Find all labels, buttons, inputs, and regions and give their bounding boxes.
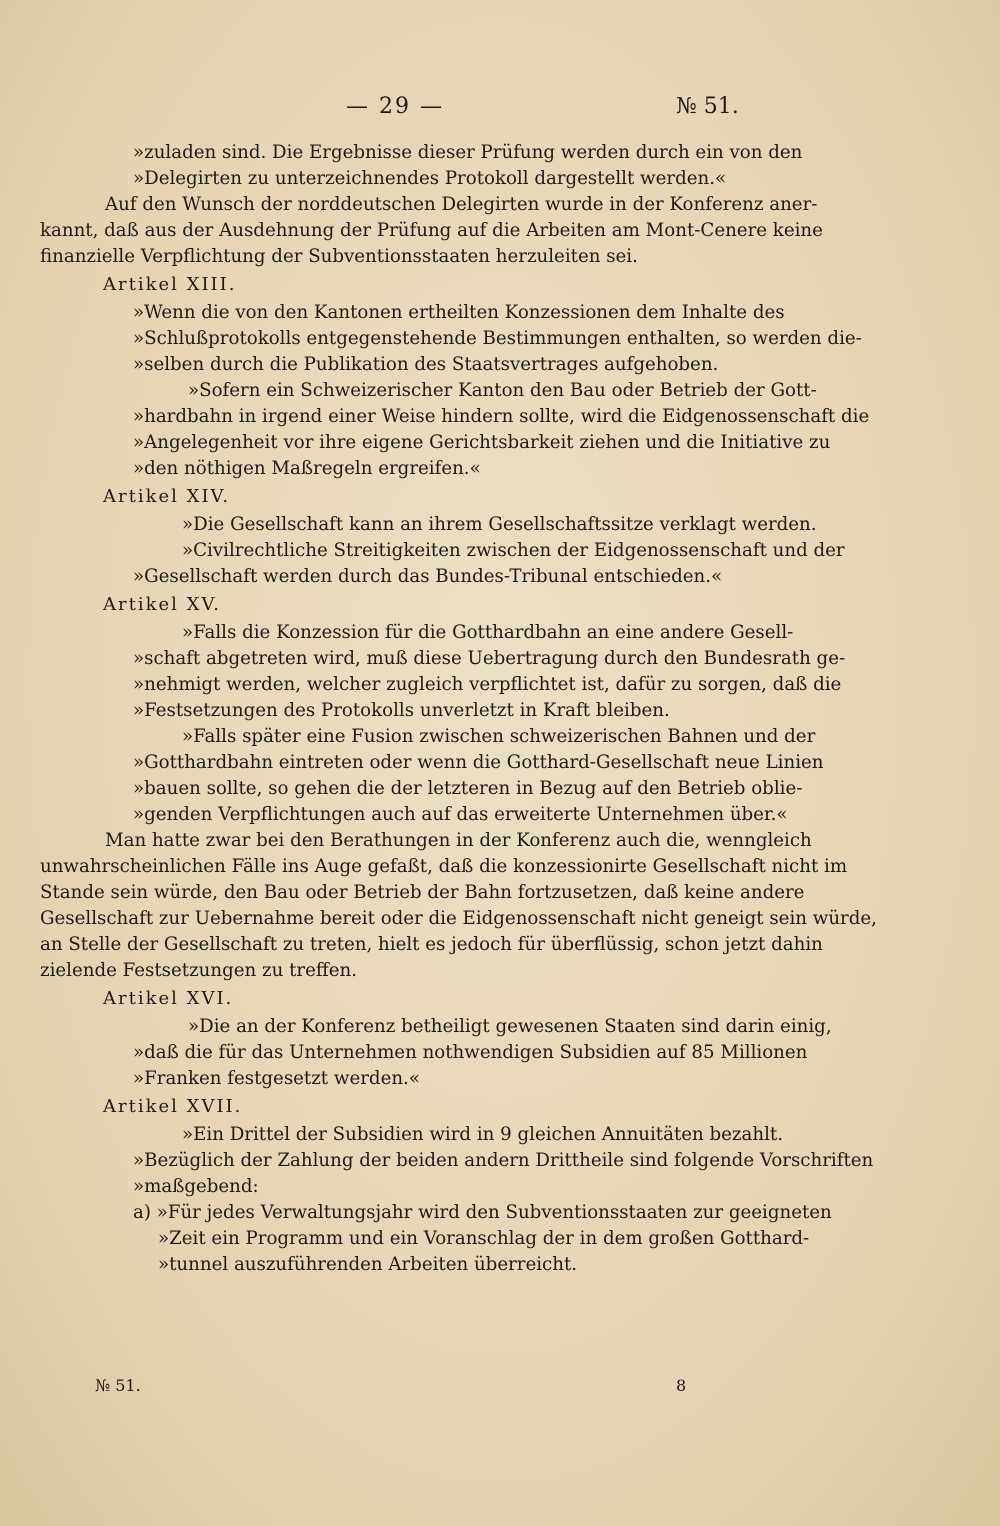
article-heading: Artikel XIII. [103,274,237,295]
text-line: »Civilrechtliche Streitigkeiten zwischen der Eidgenossenschaft und der [182,540,845,561]
text-line: »den nöthigen Maßregeln ergreifen.« [133,458,481,479]
text-line: »Bezüglich der Zahlung der beiden andern Drittheile sind folgende Vorschriften [133,1150,874,1171]
text-line: »maßgebend: [133,1176,259,1197]
footer-document-number: № 51. [95,1376,141,1395]
text-line: an Stelle der Gesellschaft zu treten, hielt es jedoch für überflüssig, schon jetzt dahin [40,934,823,955]
text-line: »Gotthardbahn eintreten oder wenn die Gotthard-Gesellschaft neue Linien [133,752,824,773]
text-line: »Falls später eine Fusion zwischen schweizerischen Bahnen und der [182,726,816,747]
text-line: »schaft abgetreten wird, muß diese Uebertragung durch den Bundesrath ge- [133,648,846,669]
text-line: »Zeit ein Programm und ein Voranschlag der in dem großen Gotthard- [158,1228,810,1249]
text-line: kannt, daß aus der Ausdehnung der Prüfung auf die Arbeiten am Mont-Cenere keine [40,220,823,241]
text-line: »Wenn die von den Kantonen ertheilten Konzessionen dem Inhalte des [133,302,785,323]
text-line: Stande sein würde, den Bau oder Betrieb der Bahn fortzusetzen, daß keine andere [40,882,805,903]
text-line: »daß die für das Unternehmen nothwendigen Subsidien auf 85 Millionen [133,1042,808,1063]
text-line: »zuladen sind. Die Ergebnisse dieser Prüfung werden durch ein von den [133,142,803,163]
text-line: »Delegirten zu unterzeichnendes Protokoll dargestellt werden.« [133,168,727,189]
text-line: »Die an der Konferenz betheiligt gewesenen Staaten sind darin einig, [188,1016,832,1037]
text-line: a) »Für jedes Verwaltungsjahr wird den Subventionsstaaten zur geeigneten [133,1202,832,1223]
text-line: »nehmigt werden, welcher zugleich verpflichtet ist, dafür zu sorgen, daß die [133,674,842,695]
text-line: »tunnel auszuführenden Arbeiten überreicht. [158,1254,578,1275]
text-line: »Franken festgesetzt werden.« [133,1068,420,1089]
page-number: — 29 — [346,94,444,119]
text-line: »hardbahn in irgend einer Weise hindern sollte, wird die Eidgenossenschaft die [133,406,870,427]
footer-signature-mark: 8 [676,1376,687,1395]
text-line: »Falls die Konzession für die Gotthardbahn an eine andere Gesell- [182,622,794,643]
text-line: »Sofern ein Schweizerischer Kanton den Bau oder Betrieb der Gott- [188,380,817,401]
document-number: № 51. [676,94,739,119]
page-header [0,94,1000,124]
text-line: »Gesellschaft werden durch das Bundes-Tribunal entschieden.« [133,566,723,587]
text-line: »Die Gesellschaft kann an ihrem Gesellschaftssitze verklagt werden. [182,514,817,535]
text-line: unwahrscheinlichen Fälle ins Auge gefaßt, daß die konzessionirte Gesellschaft nicht im [40,856,848,877]
article-heading: Artikel XV. [103,594,222,615]
text-line: Auf den Wunsch der norddeutschen Delegirten wurde in der Konferenz aner- [105,194,818,215]
text-line: »genden Verpflichtungen auch auf das erweiterte Unternehmen über.« [133,804,788,825]
article-heading: Artikel XIV. [103,486,231,507]
text-line: »Ein Drittel der Subsidien wird in 9 gleichen Annuitäten bezahlt. [182,1124,783,1145]
text-line: »Angelegenheit vor ihre eigene Gerichtsbarkeit ziehen und die Initiative zu [133,432,831,453]
text-line: »bauen sollte, so gehen die der letzteren in Bezug auf den Betrieb oblie- [133,778,803,799]
text-line: Man hatte zwar bei den Berathungen in der Konferenz auch die, wenngleich [105,830,812,851]
article-heading: Artikel XVI. [103,988,234,1009]
text-line: Gesellschaft zur Uebernahme bereit oder die Eidgenossenschaft nicht geneigt sein würde, [40,908,877,929]
text-line: »selben durch die Publikation des Staatsvertrages aufgehoben. [133,354,719,375]
body-text [40,140,877,1278]
text-line: »Schlußprotokolls entgegenstehende Bestimmungen enthalten, so werden die- [133,328,862,349]
text-line: finanzielle Verpflichtung der Subventionsstaaten herzuleiten sei. [40,246,638,267]
text-line: »Festsetzungen des Protokolls unverletzt in Kraft bleiben. [133,700,670,721]
text-line: zielende Festsetzungen zu treffen. [40,960,358,981]
article-heading: Artikel XVII. [103,1096,243,1117]
